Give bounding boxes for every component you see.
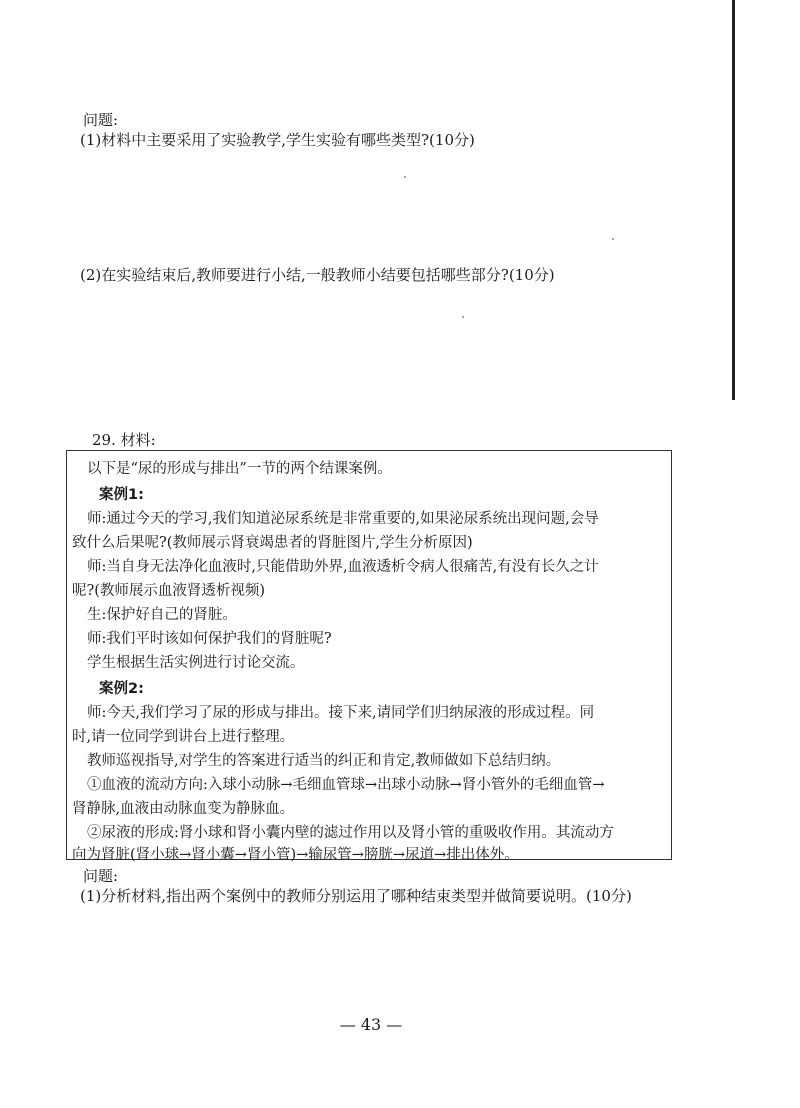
material-line: 呢?(教师展示血液肾透析视频)	[72, 583, 266, 599]
material-line: ①血液的流动方向:入球小动脉→毛细血管球→出球小动脉→肾小管外的毛细血管→	[87, 777, 605, 793]
scan-speck	[612, 238, 614, 240]
q29-question-1: (1)分析材料,指出两个案例中的教师分别运用了哪种结束类型并做简要说明。(10分)	[80, 887, 632, 905]
material-line: 师:我们平时该如何保护我们的肾脏呢?	[87, 631, 332, 647]
material-line: 致什么后果呢?(教师展示肾衰竭患者的肾脏图片,学生分析原因)	[72, 535, 473, 551]
question-1: (1)材料中主要采用了实验教学,学生实验有哪些类型?(10分)	[80, 131, 475, 149]
scan-edge-line	[732, 0, 735, 400]
material-line: 学生根据生活实例进行讨论交流。	[87, 655, 305, 671]
material-line: 教师巡视指导,对学生的答案进行适当的纠正和肯定,教师做如下总结归纳。	[87, 753, 561, 769]
q29-title: 29. 材料:	[92, 431, 156, 449]
material-line: 向为肾脏(肾小球→肾小囊→肾小管)→输尿管→膀胱→尿道→排出体外。	[72, 847, 519, 863]
material-intro: 以下是“尿的形成与排出”一节的两个结课案例。	[87, 461, 392, 477]
material-box	[66, 450, 672, 863]
scan-speck	[404, 176, 406, 178]
questions-heading: 问题:	[83, 111, 119, 129]
question-2: (2)在实验结束后,教师要进行小结,一般教师小结要包括哪些部分?(10分)	[80, 266, 555, 284]
material-line: 生:保护好自己的肾脏。	[87, 607, 237, 623]
material-line: 师:通过今天的学习,我们知道泌尿系统是非常重要的,如果泌尿系统出现问题,会导	[87, 511, 599, 527]
material-line: 师:今天,我们学习了尿的形成与排出。接下来,请同学们归纳尿液的形成过程。同	[87, 705, 595, 721]
case-2-title: 案例2:	[99, 681, 144, 697]
q29-questions-heading: 问题:	[83, 867, 119, 885]
material-line: 时,请一位同学到讲台上进行整理。	[72, 729, 295, 745]
page-number: — 43 —	[339, 1015, 403, 1034]
scan-speck	[462, 316, 464, 318]
material-line: ②尿液的形成:肾小球和肾小囊内壁的滤过作用以及肾小管的重吸收作用。其流动方	[87, 825, 614, 841]
material-line: 肾静脉,血液由动脉血变为静脉血。	[72, 801, 295, 817]
case-1-title: 案例1:	[99, 487, 144, 503]
material-line: 师:当自身无法净化血液时,只能借助外界,血液透析令病人很痛苦,有没有长久之计	[87, 559, 599, 575]
